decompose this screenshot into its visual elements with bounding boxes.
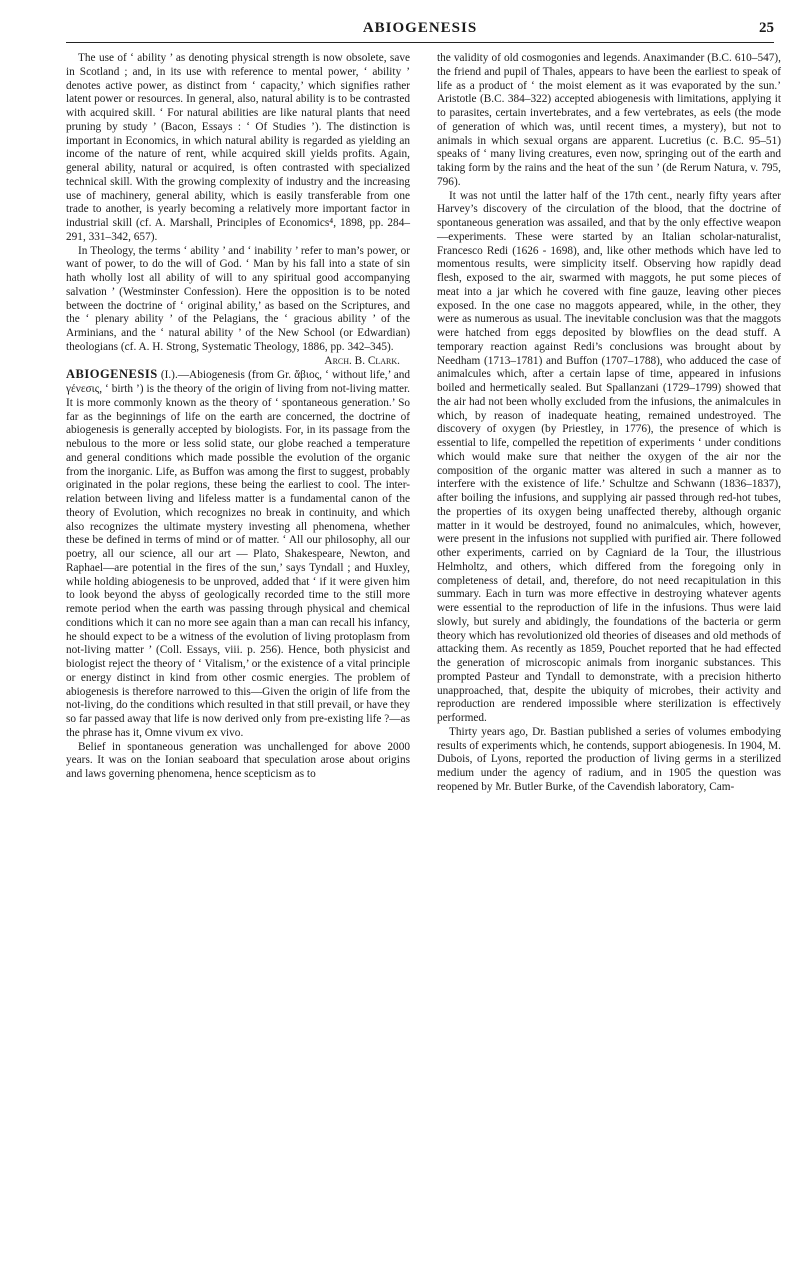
- left-column: [66, 52, 410, 782]
- author-signature: Arch. B. Clark.: [324, 354, 400, 367]
- running-head: ABIOGENESIS: [362, 20, 478, 36]
- abiogenesis-paragraph-2: Belief in spontaneous generation was unchallenged for above 2000 years. It was on the Ionian seaboard that speculation arose about origins and laws governing phenomena, hence scepticism as to: [66, 740, 410, 780]
- right-column: [437, 52, 781, 795]
- page-header: [66, 20, 774, 42]
- abiogenesis-paragraph-5: Thirty years ago, Dr. Bastian published a series of volumes embodying results of experiments which, he contends, support abiogenesis. In 1904, M. Dubois, of Lyons, reported the production of living germs in a sterilized medium under the agency of radium, and in 1905 the question was reopened by Mr. Butler Burke, of the Cavendish laboratory, Cam-: [437, 725, 781, 793]
- abiogenesis-paragraph-3: the validity of old cosmogonies and legends. Anaximander (B.C. 610–547), the friend and pupil of Thales, appears to have been the earliest to speak of life as a product of ‘ the moist element as it was evaporated by the sun.’ Aristotle (B.C. 384–322) accepted abiogenesis with limitations, applying it to parasites, certain invertebrates, and a few vertebrates, as eels (the mode of generation of which was, until recent times, a mystery), but not to animals in which sexual organs are apparent. Lucretius (c. B.C. 95–51) speaks of ‘ many living creatures, even now, springing out of the earth and taking form by the rains and the heat of the sun ’ (de Rerum Natura, v. 795, 796).: [437, 52, 781, 188]
- page-number: 25: [759, 20, 774, 36]
- header-rule: [66, 42, 774, 43]
- entry-intro-text: (I.).—Abiogenesis (from Gr. ἄβιος, ‘ without life,’ and γένεσις, ‘ birth ’) is the theory of the origin of living from not-living matter. It is more commonly known as the theory of ‘ spontaneous generation.’ So far as the beginnings of life on the earth are concerned, the doctrine of abiogenesis is generally accepted by biologists. For, in its passage from the nebulous to the more or less solid state, our globe reached a temperature and general conditions which made possible the evolution of the organic from the inorganic. Life, as Buffon was among the first to suggest, probably originated in the polar regions, these being the earliest to cool. The inter-relation between living and lifeless matter is a fundamental canon of the theory of Evolution, which recognizes no break in continuity, and which also recognizes the ultimate mystery investing all phenomena, whether these be defined in terms of mind or of matter. ‘ All our philosophy, all our poetry, all our science, all our art — Plato, Shakespeare, Newton, and Raphael—are potential in the fires of the sun,’ says Tyndall ; and Huxley, while holding abiogenesis to be unproved, added that ‘ if it were given him to look beyond the abyss of geologically recorded time to the still more remote period when the earth was passing through physical and chemical conditions which it can no more see again than a man can recall his infancy, he should expect to be a witness of the evolution of living protoplasm from not-living matter ’ (Coll. Essays, viii. p. 256). Hence, both physicist and biologist reject the theory of ‘ Vitalism,’ or the existence of a vital principle or energy distinct in kind from other cosmic energies. The problem of abiogenesis is therefore narrowed to this—Given the origin of life from the not-living, do the conditions which resulted in that still prevail, or have they so far passed away that life is now derived only from pre-existing life ?—as the phrase has it, Omne vivum ex vivo.: [66, 369, 410, 739]
- abiogenesis-paragraph-4: It was not until the latter half of the 17th cent., nearly fifty years after Harvey’s discovery of the circulation of the blood, that the doctrine of spontaneous generation was assailed, and that by the only effective weapon—experiments. These were started by an Italian scholar-naturalist, Francesco Redi (1626 - 1698), and, like other methods which have led to momentous results, were simplicity itself. Observing how rapidly dead flesh, exposed to the air, swarmed with maggots, he put some pieces of meat into a jar which he covered with fine gauze, leaving other pieces exposed. In the one case no maggots appeared, while, in the other, they were as numerous as usual. The inevitable conclusion was that the maggots were hatched from eggs deposited by blowflies on the dead stuff. A temporary reaction against Redi’s conclusions was brought about by Needham (1713–1781) and Buffon (1707–1788), who adduced the case of animalcules which, after a certain lapse of time, appeared in infusions boiled and hermetically sealed. But Spallanzani (1729–1799) showed that the air had not been wholly excluded from the infusions, the animalcules in which, by reason of inadequate heating, remained undestroyed. The discovery of oxygen (by Priestley, in 1776), the presence of which is essential to life, compelled the repetition of experiments ‘ under conditions which would make sure that neither the oxygen of the air nor the composition of the organic matter was altered in such a manner as to interfere with the existence of life.’ Schultze and Schwann (1836–1837), after boiling the infusions, and supplying air passed through red-hot tubes, the properties of its oxygen being unaffected thereby, although organic matter in it would be destroyed, found no animalcules, which, however, were present in the infusions not supplied with purified air. There followed other experiments, carried on by Cagniard de la Tour, the illustrious Helmholtz, and others, which differed from the foregoing only in completeness of detail, and, therefore, do not need recapitulation in this summary. Each in turn was more effective in destroying whatever agents were essential to the reproduction of life in the infusions. Thus were laid slowly, but surely and abidingly, the foundations of the bacteria or germ theory which has revolutionized old theories of diseases and old methods of attacking them. As recently as 1859, Pouchet reported that he had effected the generation of microscopic animals from inorganic substances. This prompted Pasteur and Tyndall to demonstrate, with a precision hitherto unapproached, that, despite the ubiquity of microbes, their activity and reproduction are rendered impossible where sterilization is effectively performed.: [437, 189, 781, 724]
- entry-headword: ABIOGENESIS: [66, 367, 158, 382]
- ability-paragraph-2: In Theology, the terms ‘ ability ’ and ‘ inability ’ refer to man’s power, or want of power, to do the will of God. ‘ Man by his fall into a state of sin hath wholly lost all ability of will to any spiritual good accompanying salvation ’ (Westminster Confession). Here the opposition is to be noted between the doctrine of ‘ original ability,’ as based on the Scriptures, and the ‘ plenary ability ’ of the Pelagians, the ‘ gracious ability ’ of the Arminians, and the ‘ natural ability ’ of the New School (or Edwardian) theologians (cf. A. H. Strong, Systematic Theology, 1886, pp. 342–345).: [66, 244, 410, 353]
- abiogenesis-entry-intro: [66, 368, 410, 740]
- ability-paragraph-1: The use of ‘ ability ’ as denoting physical strength is now obsolete, save in Scotland ; and, in its use with reference to mental power, ‘ ability ’ denotes active power, as distinct from ‘ capacity,’ which signifies rather latent power or resources. In general, also, natural ability is to be contrasted with acquired skill. ‘ For natural abilities are like natural plants that need pruning by study ’ (Bacon, Essays : ‘ Of Studies ’). The distinction is important in Economics, in which natural ability is regarded as yielding an income of the nature of rent, while acquired skill yields profits. Again, general ability, natural or acquired, is often contrasted with specialized technical skill. With the growing complexity of industry and the increasing use of machinery, general ability, which is easily transferable from one trade to another, is yearly becoming a relatively more important factor in industrial skill (cf. A. Marshall, Principles of Economics⁴, 1898, pp. 284–291, 331–342, 657).: [66, 52, 410, 243]
